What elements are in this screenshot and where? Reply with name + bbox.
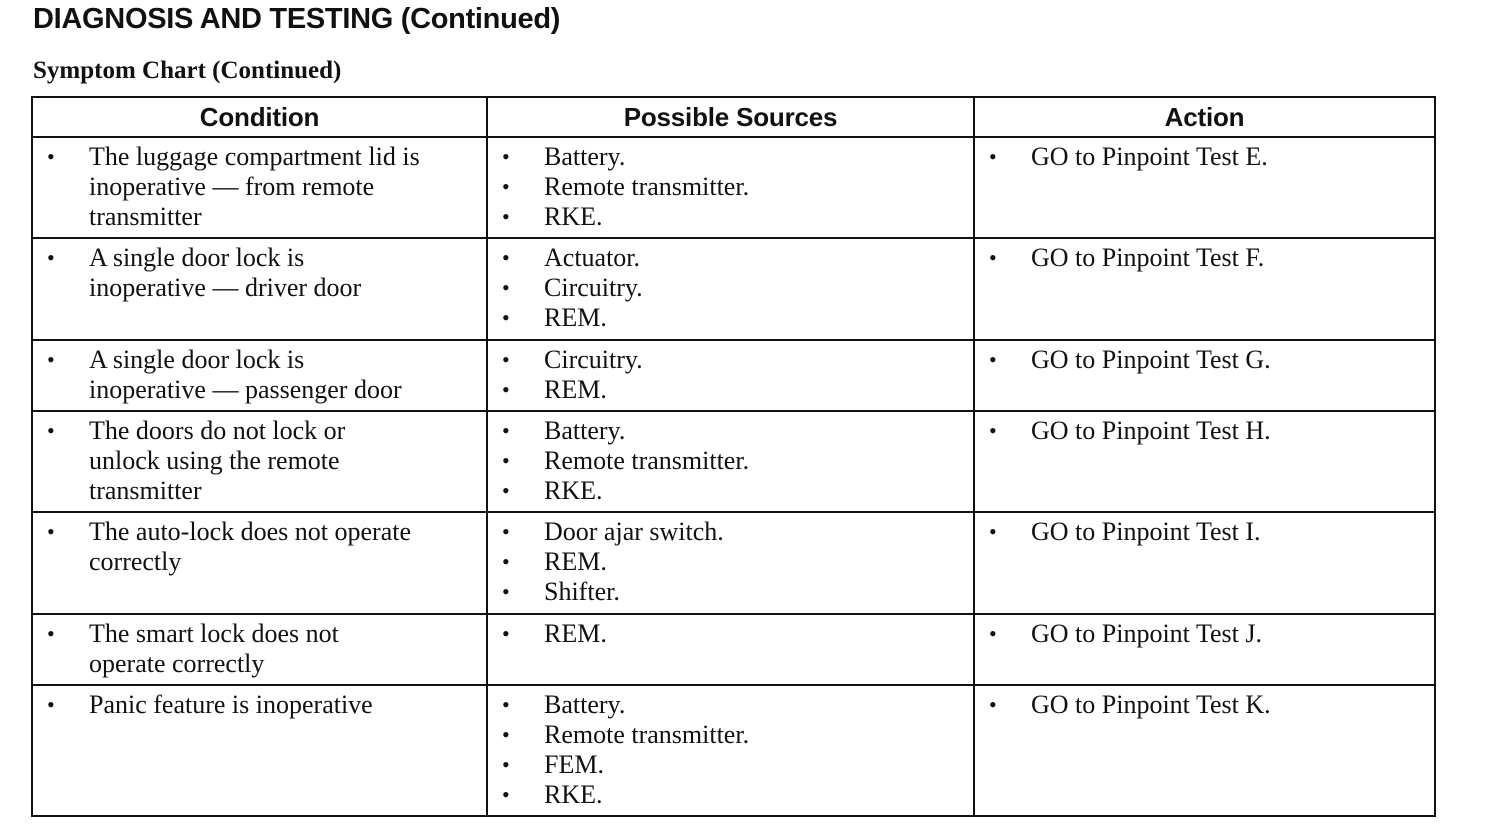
action-list	[975, 412, 1434, 448]
list-item	[43, 345, 478, 405]
possible-sources-cell	[487, 238, 974, 340]
condition-list	[33, 513, 486, 579]
bullet-icon: •	[47, 144, 55, 169]
list-item	[43, 619, 478, 679]
bullet-icon: •	[502, 722, 510, 747]
table-row	[32, 614, 1435, 685]
list-item-text: Remote transmitter.	[544, 720, 750, 749]
possible-sources-cell	[487, 411, 974, 512]
list-item	[43, 142, 478, 232]
action-cell	[974, 137, 1435, 238]
table-row	[32, 512, 1435, 614]
list-item	[985, 345, 1426, 375]
bullet-icon: •	[502, 144, 510, 169]
list-item	[498, 273, 965, 303]
list-item-text: The luggage compartment lid is inoperative — from remote transmitter	[89, 142, 420, 231]
action-list	[975, 341, 1434, 377]
sources-list	[488, 239, 973, 335]
bullet-icon: •	[502, 782, 510, 807]
bullet-icon: •	[47, 347, 55, 372]
list-item-text: Remote transmitter.	[544, 446, 750, 475]
list-item-text: REM.	[544, 375, 607, 404]
list-item-text: Battery.	[544, 690, 626, 719]
list-item-text: GO to Pinpoint Test G.	[1031, 345, 1271, 374]
possible-sources-cell	[487, 340, 974, 411]
list-item	[498, 720, 965, 750]
sources-list	[488, 686, 973, 812]
action-list	[975, 615, 1434, 651]
list-item	[498, 547, 965, 577]
condition-list	[33, 239, 486, 305]
list-item	[498, 172, 965, 202]
bullet-icon: •	[502, 621, 510, 646]
list-item-text: Shifter.	[544, 577, 620, 606]
list-item-text: Circuitry.	[544, 273, 643, 302]
condition-cell	[32, 685, 487, 816]
bullet-icon: •	[47, 519, 55, 544]
list-item	[498, 375, 965, 405]
sources-list	[488, 412, 973, 508]
list-item-text: Circuitry.	[544, 345, 643, 374]
action-list	[975, 239, 1434, 275]
table-row	[32, 238, 1435, 340]
list-item-text: REM.	[544, 619, 607, 648]
list-item-text: RKE.	[544, 780, 603, 809]
action-cell	[974, 411, 1435, 512]
condition-cell	[32, 614, 487, 685]
list-item-text: RKE.	[544, 476, 603, 505]
possible-sources-cell	[487, 512, 974, 614]
bullet-icon: •	[502, 275, 510, 300]
bullet-icon: •	[502, 377, 510, 402]
bullet-icon: •	[502, 174, 510, 199]
action-cell	[974, 685, 1435, 816]
condition-cell	[32, 512, 487, 614]
sources-list	[488, 615, 973, 651]
bullet-icon: •	[502, 347, 510, 372]
list-item-text: A single door lock is inoperative — driver door	[89, 243, 362, 302]
bullet-icon: •	[47, 621, 55, 646]
bullet-icon: •	[502, 305, 510, 330]
action-cell	[974, 340, 1435, 411]
bullet-icon: •	[502, 579, 510, 604]
condition-cell	[32, 137, 487, 238]
sources-list	[488, 341, 973, 407]
list-item	[498, 750, 965, 780]
bullet-icon: •	[502, 752, 510, 777]
action-list	[975, 686, 1434, 722]
table-row	[32, 685, 1435, 816]
list-item-text: The doors do not lock or unlock using the remote transmitter	[89, 416, 346, 505]
bullet-icon: •	[989, 144, 997, 169]
list-item	[43, 243, 478, 303]
bullet-icon: •	[989, 621, 997, 646]
bullet-icon: •	[502, 448, 510, 473]
condition-cell	[32, 340, 487, 411]
symptom-chart-table	[31, 96, 1436, 817]
list-item-text: GO to Pinpoint Test K.	[1031, 690, 1271, 719]
action-cell	[974, 238, 1435, 340]
list-item	[498, 619, 965, 649]
bullet-icon: •	[502, 245, 510, 270]
column-header-action: Action	[974, 97, 1435, 137]
list-item-text: Battery.	[544, 142, 626, 171]
list-item	[498, 243, 965, 273]
bullet-icon: •	[989, 519, 997, 544]
bullet-icon: •	[989, 692, 997, 717]
action-cell	[974, 614, 1435, 685]
possible-sources-cell	[487, 614, 974, 685]
bullet-icon: •	[502, 692, 510, 717]
table-row	[32, 411, 1435, 512]
list-item	[43, 690, 478, 720]
list-item-text: Battery.	[544, 416, 626, 445]
bullet-icon: •	[989, 245, 997, 270]
bullet-icon: •	[989, 418, 997, 443]
list-item	[498, 476, 965, 506]
list-item	[498, 577, 965, 607]
possible-sources-cell	[487, 137, 974, 238]
condition-cell	[32, 411, 487, 512]
list-item-text: GO to Pinpoint Test H.	[1031, 416, 1271, 445]
list-item-text: RKE.	[544, 202, 603, 231]
list-item	[498, 416, 965, 446]
bullet-icon: •	[47, 245, 55, 270]
list-item	[498, 202, 965, 232]
possible-sources-cell	[487, 685, 974, 816]
list-item-text: GO to Pinpoint Test F.	[1031, 243, 1265, 272]
list-item	[498, 446, 965, 476]
list-item	[498, 517, 965, 547]
bullet-icon: •	[502, 519, 510, 544]
condition-list	[33, 412, 486, 508]
action-cell	[974, 512, 1435, 614]
bullet-icon: •	[502, 204, 510, 229]
list-item	[498, 780, 965, 810]
list-item	[43, 517, 478, 577]
sources-list	[488, 138, 973, 234]
condition-cell	[32, 238, 487, 340]
list-item	[985, 690, 1426, 720]
list-item-text: REM.	[544, 547, 607, 576]
list-item	[985, 416, 1426, 446]
table-row	[32, 340, 1435, 411]
action-list	[975, 513, 1434, 549]
list-item	[498, 345, 965, 375]
bullet-icon: •	[989, 347, 997, 372]
list-item-text: Remote transmitter.	[544, 172, 750, 201]
bullet-icon: •	[47, 692, 55, 717]
list-item	[985, 517, 1426, 547]
condition-list	[33, 615, 486, 681]
list-item-text: The smart lock does not operate correctly	[89, 619, 339, 678]
sources-list	[488, 513, 973, 609]
page-title: DIAGNOSIS AND TESTING (Continued)	[33, 3, 561, 35]
action-list	[975, 138, 1434, 174]
list-item-text: FEM.	[544, 750, 604, 779]
list-item	[498, 303, 965, 333]
list-item-text: GO to Pinpoint Test I.	[1031, 517, 1261, 546]
column-header-possible-sources: Possible Sources	[487, 97, 974, 137]
condition-list	[33, 341, 486, 407]
list-item-text: Actuator.	[544, 243, 641, 272]
table-row	[32, 137, 1435, 238]
column-header-condition: Condition	[32, 97, 487, 137]
bullet-icon: •	[502, 478, 510, 503]
section-title: Symptom Chart (Continued)	[33, 57, 342, 84]
bullet-icon: •	[502, 549, 510, 574]
list-item-text: GO to Pinpoint Test E.	[1031, 142, 1268, 171]
list-item	[985, 142, 1426, 172]
list-item	[498, 142, 965, 172]
bullet-icon: •	[47, 418, 55, 443]
table-header-row	[32, 97, 1435, 137]
bullet-icon: •	[502, 418, 510, 443]
list-item	[498, 690, 965, 720]
list-item-text: GO to Pinpoint Test J.	[1031, 619, 1263, 648]
list-item	[43, 416, 478, 506]
table-body	[32, 137, 1435, 816]
list-item	[985, 619, 1426, 649]
condition-list	[33, 138, 486, 234]
list-item-text: A single door lock is inoperative — passenger door	[89, 345, 402, 404]
list-item-text: Door ajar switch.	[544, 517, 724, 546]
condition-list	[33, 686, 486, 722]
list-item-text: The auto-lock does not operate correctly	[89, 517, 411, 576]
list-item-text: Panic feature is inoperative	[89, 690, 373, 719]
list-item-text: REM.	[544, 303, 607, 332]
list-item	[985, 243, 1426, 273]
